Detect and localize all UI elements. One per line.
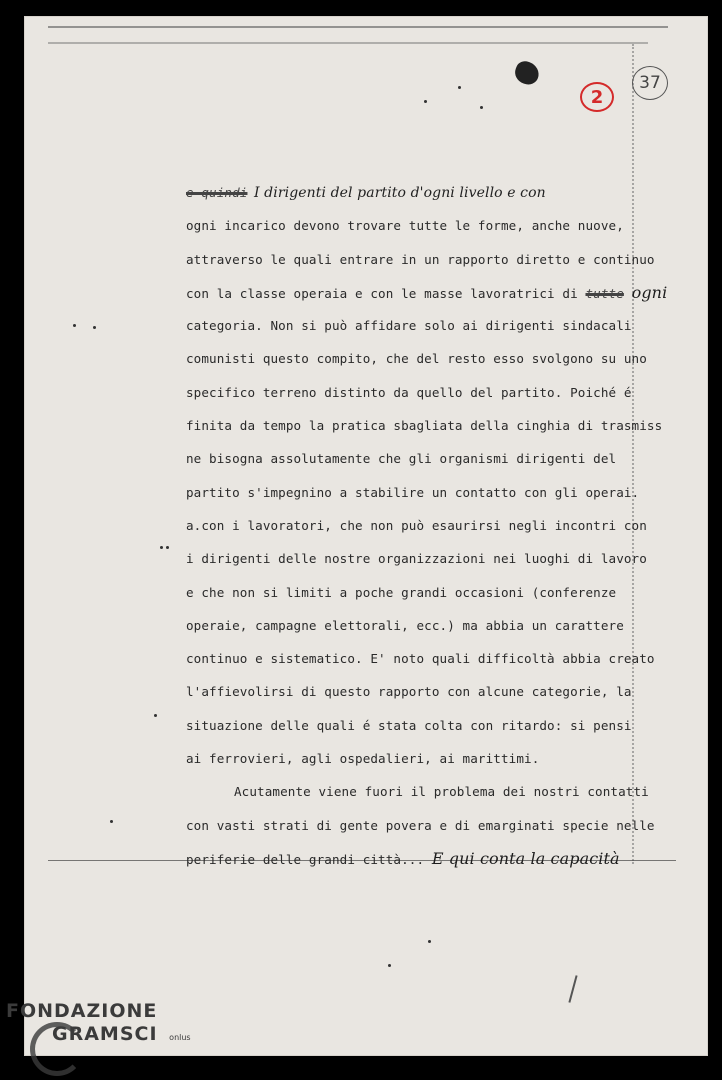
text-line	[186, 276, 668, 309]
text-line: situazione delle quali é stata colta con ritardo: si pensi	[186, 717, 632, 733]
speck	[154, 714, 157, 717]
text-line: operaie, campagne elettorali, ecc.) ma abbia un carattere	[186, 617, 624, 633]
text-line: attraverso le quali entrare in un rapporto diretto e continuo	[186, 251, 655, 267]
typed-text-block	[186, 176, 668, 875]
watermark-suffix: onlus	[169, 1033, 191, 1042]
speck	[110, 820, 113, 823]
speck	[428, 940, 431, 943]
watermark	[6, 1000, 191, 1049]
speck	[480, 106, 483, 109]
speck	[458, 86, 461, 89]
text-line: specifico terreno distinto da quello del partito. Poiché é	[186, 384, 632, 400]
text-line: Acutamente viene fuori il problema dei nostri contatti	[234, 784, 649, 800]
page-number-red-circled: 2	[580, 82, 614, 112]
text-line-1-content: I dirigenti del partito d'ogni livello e con	[254, 185, 546, 201]
speck	[160, 546, 163, 549]
speck	[73, 324, 76, 327]
handwritten-addition: E qui conta la capacità	[431, 848, 620, 868]
speck	[93, 326, 96, 329]
text-line: ne bisogna assolutamente che gli organismi dirigenti del	[186, 451, 617, 467]
watermark-line-2	[6, 1023, 191, 1049]
text-line-content: con la classe operaia e con le masse lavoratrici di	[186, 285, 578, 301]
handwritten-word: ogni	[631, 282, 668, 302]
text-line: finita da tempo la pratica sbagliata della cinghia di trasmiss	[186, 418, 663, 434]
top-rule	[48, 26, 668, 28]
struck-word: e quindi	[186, 185, 248, 200]
text-line: ai ferrovieri, agli ospedalieri, ai marittimi.	[186, 751, 540, 767]
speck	[166, 546, 169, 549]
speck	[388, 964, 391, 967]
text-line	[186, 842, 638, 875]
watermark-line-2-text: GRAMSCI	[52, 1023, 158, 1045]
text-line: a.con i lavoratori, che non può esaurirsi negli incontri con	[186, 517, 647, 533]
text-line: categoria. Non si può affidare solo ai dirigenti sindacali	[186, 318, 632, 334]
page-number-gray-circled: 37	[632, 66, 668, 100]
struck-word: tutte	[585, 285, 624, 301]
text-line: con vasti strati di gente povera e di emarginati specie nelle	[186, 817, 655, 833]
watermark-line-1: FONDAZIONE	[6, 1000, 158, 1022]
text-line: partito s'impegnino a stabilire un contatto con gli operai.	[186, 484, 640, 500]
text-line: e che non si limiti a poche grandi occasioni (conferenze	[186, 584, 617, 600]
top-rule-dashed	[48, 42, 648, 44]
text-line: i dirigenti delle nostre organizzazioni nei luoghi di lavoro	[186, 551, 647, 567]
speck	[424, 100, 427, 103]
text-line: l'affievolirsi di questo rapporto con alcune categorie, la	[186, 684, 632, 700]
text-line: comunisti questo compito, che del resto esso svolgono su uno	[186, 351, 647, 367]
text-line: continuo e sistematico. E' noto quali difficoltà abbia creato	[186, 651, 655, 667]
text-line: ogni incarico devono trovare tutte le forme, anche nuove,	[186, 218, 624, 234]
text-line-1	[186, 176, 638, 209]
text-line-content: periferie delle grandi città...	[186, 851, 425, 867]
